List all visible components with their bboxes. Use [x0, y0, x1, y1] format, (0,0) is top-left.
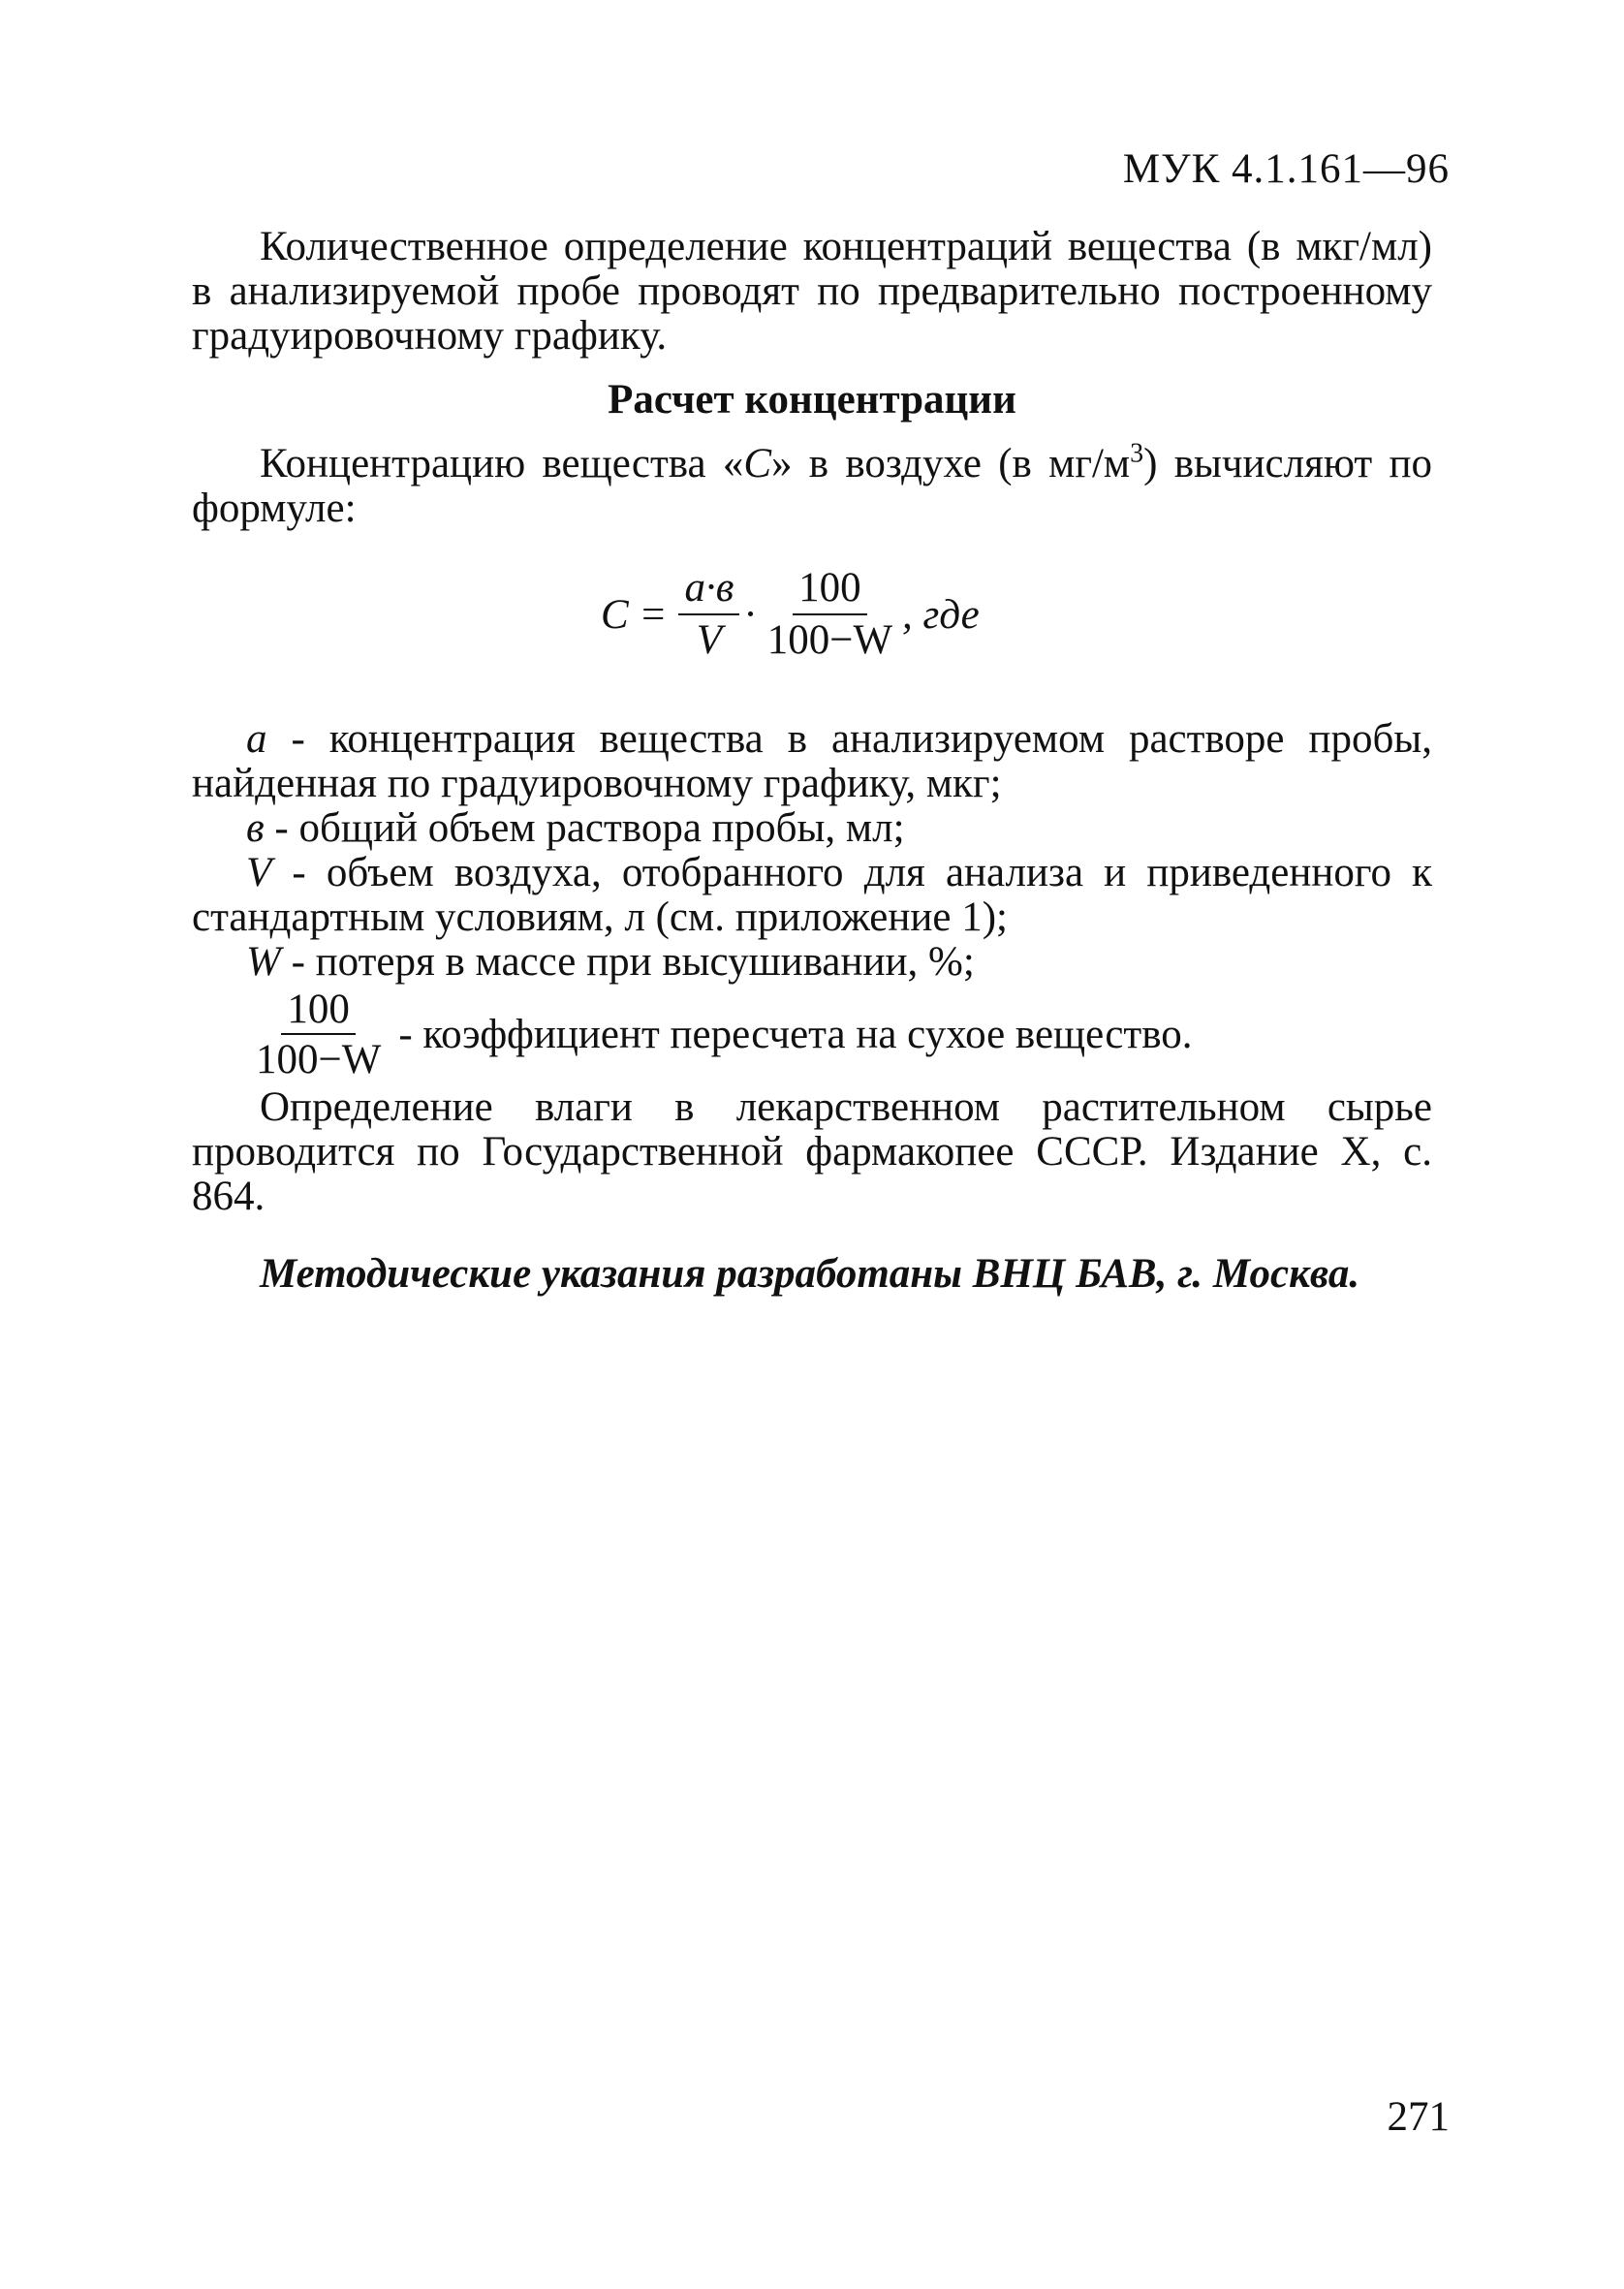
- definition-V: [192, 851, 1432, 940]
- intro-paragraph: Количественное определение концентраций вещества (в мкг/мл) в анализируемой пробе проводят по предварительно построенному градуировочному графику.: [192, 224, 1432, 359]
- formula-frac2-num: 100: [793, 567, 867, 615]
- formula-lhs: С =: [601, 591, 668, 638]
- intro-block: [192, 225, 1432, 359]
- formula-fraction-1: [678, 567, 739, 662]
- formula-frac2-den: 100−W: [766, 617, 893, 663]
- lead-paragraph: [192, 438, 1433, 531]
- page-number: 271: [1387, 2094, 1450, 2140]
- moisture-paragraph: Определение влаги в лекарственном растительном сырье проводится по Государственной фармакопее СССР. Издание Х, с. 864.: [192, 1084, 1432, 1219]
- formula-fraction-2: [762, 567, 898, 662]
- definition-a: [192, 717, 1432, 806]
- coefficient-fraction: [250, 988, 387, 1082]
- formula-frac1-num: а·в: [678, 567, 739, 615]
- definition-text: - потеря в массе при высушивании, %;: [280, 939, 975, 985]
- definition-var: V: [246, 850, 272, 895]
- concentration-formula: [601, 567, 980, 662]
- coefficient-num: 100: [281, 988, 356, 1035]
- definition-var: а: [246, 716, 267, 762]
- lead-var: С: [743, 441, 772, 486]
- lead-sup: 3: [1130, 438, 1144, 469]
- formula-frac1-den: V: [696, 617, 723, 663]
- definition-var: W: [246, 939, 281, 985]
- definition-text: - общий объем раствора пробы, мл;: [264, 805, 905, 851]
- lead-part3: ) вычисляют по формуле:: [192, 441, 1433, 531]
- authors-signature: Методические указания разработаны ВНЦ БАВ, г. Москва.: [260, 1251, 1360, 1297]
- definition-W: [192, 940, 1432, 985]
- definition-var: в: [246, 805, 265, 851]
- definition-text: - концентрация вещества в анализируемом растворе пробы, найденная по градуировочному графику, мкг;: [192, 716, 1432, 806]
- formula-dot: ·: [743, 591, 758, 638]
- lead-block: [192, 438, 1433, 531]
- definition-v: [192, 806, 1432, 851]
- coefficient-text: - коэффициент пересчета на сухое вещество.: [398, 1012, 1193, 1057]
- lead-part1: Концентрацию вещества «: [260, 441, 744, 486]
- document-code: МУК 4.1.161—96: [1122, 146, 1450, 192]
- section-heading: Расчет концентрации: [608, 377, 1016, 423]
- definition-text: - объем воздуха, отобранного для анализа и приведенного к стандартным условиям, л (см. приложение 1);: [192, 850, 1432, 940]
- formula-tail: , где: [902, 591, 980, 638]
- coefficient-den: 100−W: [256, 1037, 382, 1082]
- coefficient-line: [246, 988, 1432, 1082]
- definitions-block: [192, 717, 1432, 1219]
- lead-part2: » в воздухе (в мг/м: [771, 441, 1131, 486]
